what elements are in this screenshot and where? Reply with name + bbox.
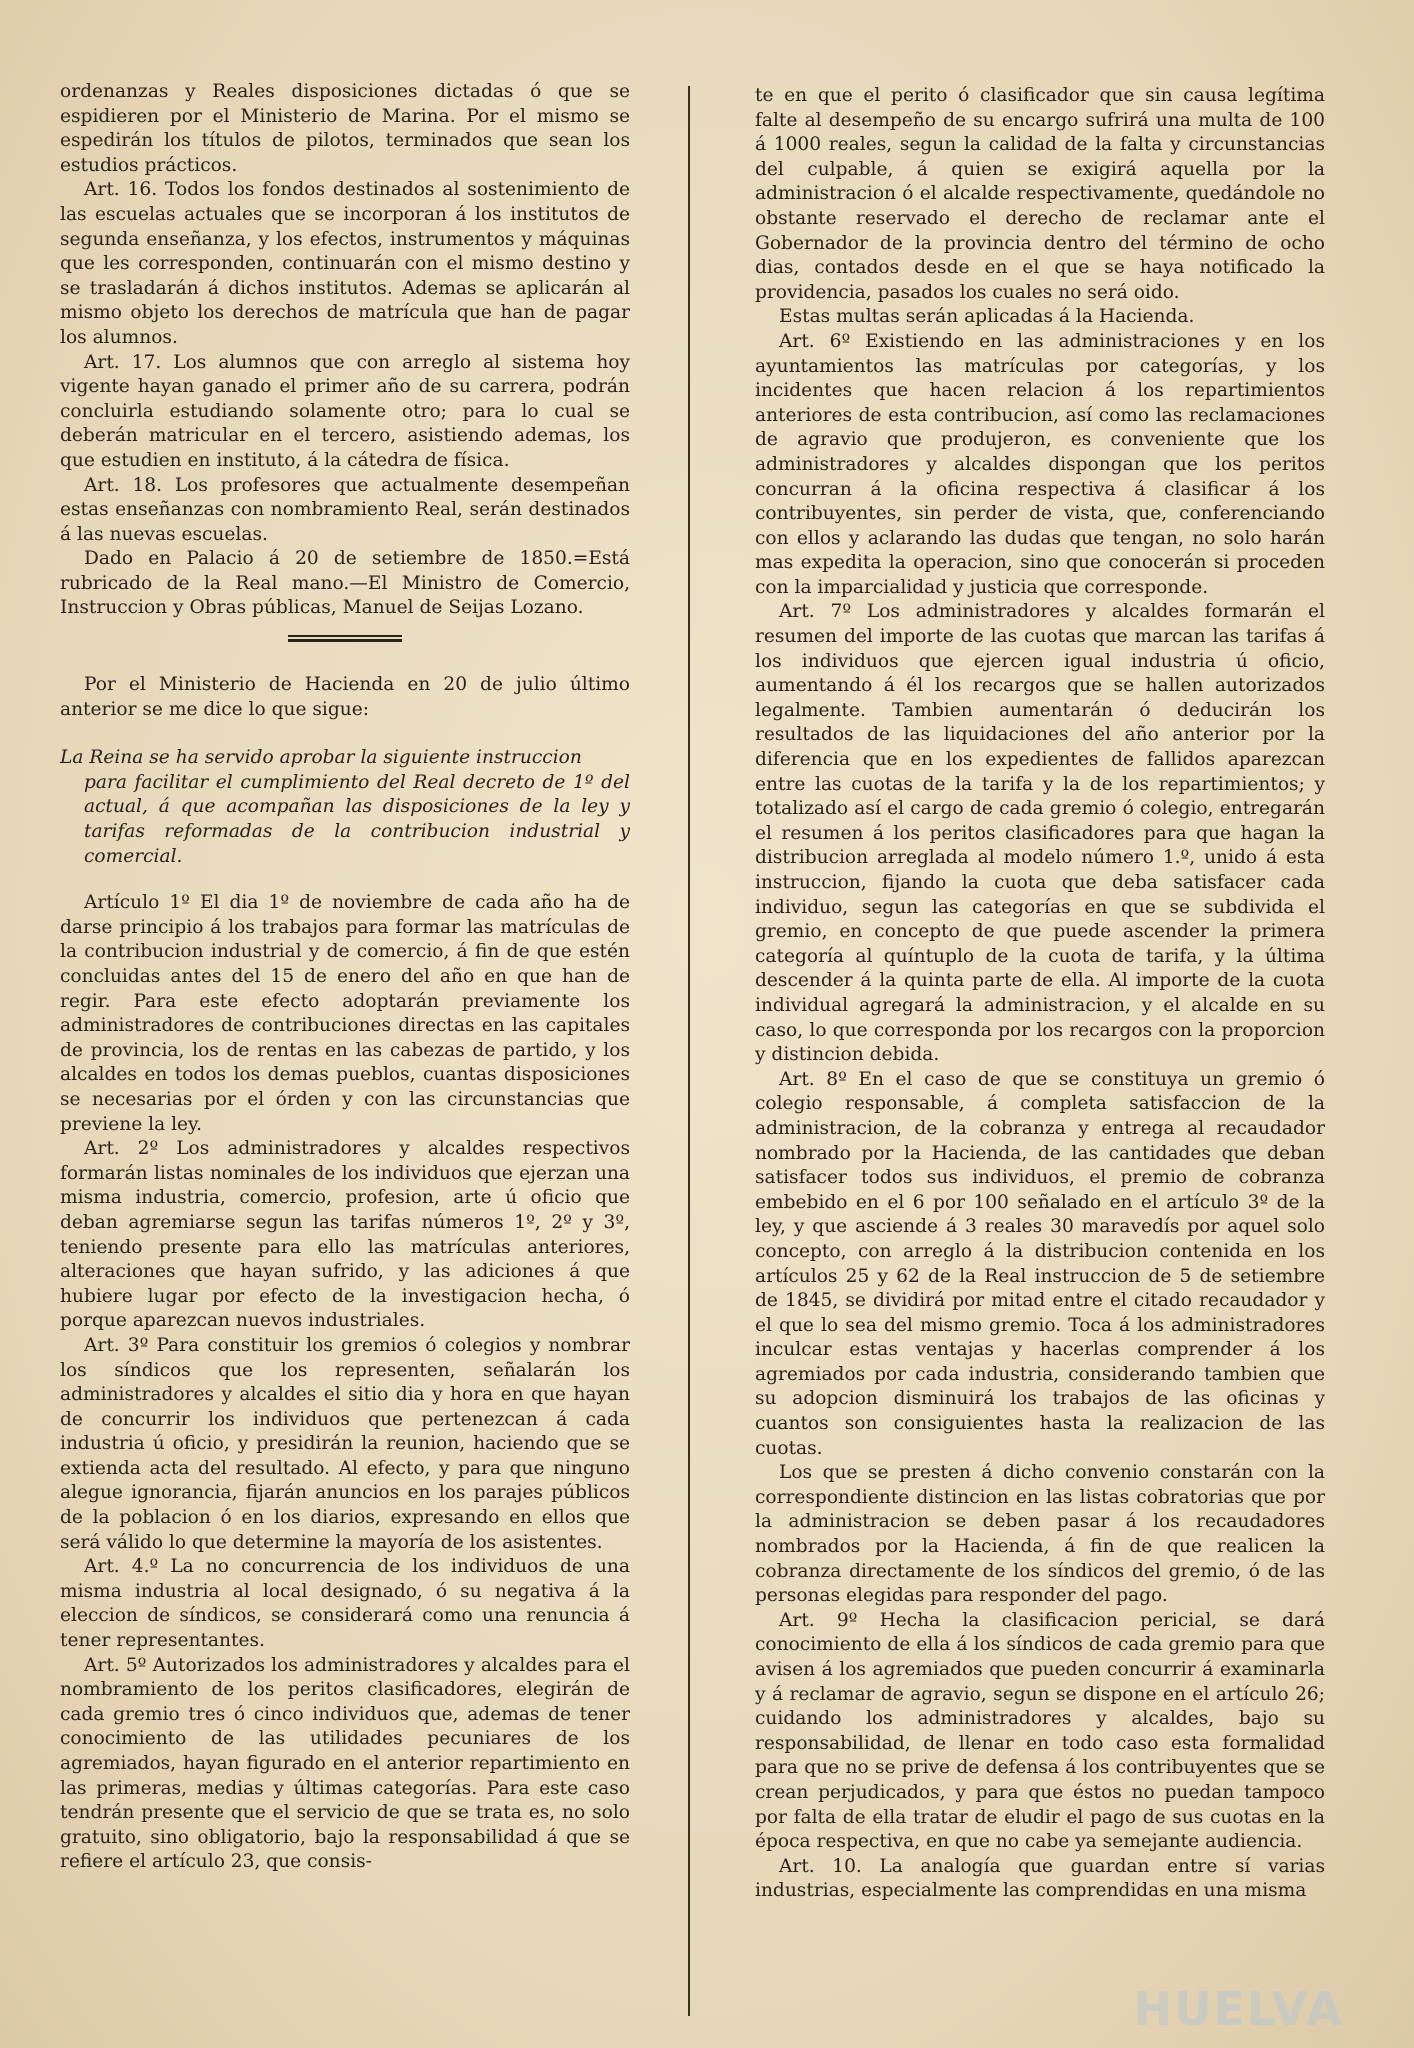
italic-continuation: para facilitar el cumplimiento del Real decreto de 1º del actual, á que acompañan las disposiciones de la ley y tarifas reformadas de la contribucion industrial y comercial.	[84, 771, 630, 867]
article-4: Art. 4.º La no concurrencia de los individuos de una misma industria al local designado, ó su negativa á la eleccion de síndicos, se considerará como una renuncia á tener representantes.	[60, 1556, 630, 1652]
paragraph: Estas multas serán aplicadas á la Hacienda.	[779, 306, 1195, 328]
article-10: Art. 10. La analogía que guardan entre sí varias industrias, especialmente las comprendidas en una misma	[755, 1855, 1325, 1902]
article-16: Art. 16. Todos los fondos destinados al sostenimiento de las escuelas actuales que se incorporan á los institutos de segunda enseñanza, y los efectos, instrumentos y máquinas que les corresponden, continuarán con el mismo destino y se trasladarán á dichos institutos. Ademas se aplicarán al mismo objeto los derechos de matrícula que han de pagar los alumnos.	[60, 179, 630, 348]
article-18: Art. 18. Los profesores que actualmente desempeñan estas enseñanzas con nombramiento Real, serán destinados á las nuevas escuelas.	[60, 474, 630, 545]
article-6: Art. 6º Existiendo en las administraciones y en los ayuntamientos las matrículas por categorías, y los incidentes que hacen relacion á los repartimientos anteriores de esta contribucion, así como las reclamaciones de agravio que produjeron, es conveniente que los administradores y alcaldes dispongan que los peritos concurran á la oficina respectiva á clasificar á los contribuyentes, sin perder de vista, que, conferenciando con ellos y aclarando las dudas que tengan, no solo harán mas expedita la operacion, sino que conocerán si proceden con la imparcialidad y justicia que corresponde.	[755, 330, 1325, 598]
right-column	[755, 84, 1325, 1904]
article-7: Art. 7º Los administradores y alcaldes formarán el resumen del importe de las cuotas que marcan las tarifas á los individuos que ejercen igual industria ú oficio, aumentando á él los recargos que se hallen autorizados legalmente. Tambien aumentarán ó deducirán los resultados de las liquidaciones del año anterior por la diferencia que en los expedientes de fallidos aparezcan entre las cuotas de la tarifa y la de los repartimientos; y totalizado así el cargo de cada gremio ó colegio, entregarán el resumen á los peritos clasificadores para que hagan la distribucion arreglada al modelo número 1.º, unido á esta instruccion, fijando la cuota que deba satisfacer cada individuo, segun las categorías en que se subdivida el gremio, en concepto de que puede ascender la primera categoría al quíntuplo de la cuota de tarifa, y la última descender á la quinta parte de ella. Al importe de la cuota individual agregará la administracion, y el alcalde en su caso, lo que corresponda por los recargos con la proporcion y distincion debida.	[755, 601, 1325, 1066]
column-divider	[688, 86, 690, 2016]
paragraph: ordenanzas y Reales disposiciones dictadas ó que se espidieren por el Ministerio de Marina. Por el mismo se espedirán los títulos de pilotos, terminados que sean los estudios prácticos.	[60, 81, 630, 176]
paragraph: te en que el perito ó clasificador que sin causa legítima falte al desempeño de su encargo sufrirá una multa de 100 á 1000 reales, segun la calidad de la falta y circunstancias del culpable, á quien se exigirá aquella por la administracion ó el alcalde respectivamente, quedándole no obstante reservado el derecho de reclamar ante el Gobernador de la provincia dentro del término de ocho dias, contados desde en el que se haya notificado la providencia, pasados los cuales no será oido.	[755, 85, 1325, 303]
article-3: Art. 3º Para constituir los gremios ó colegios y nombrar los síndicos que los representen, señalarán los administradores y alcaldes el sitio dia y hora en que hayan de concurrir los individuos que pertenezcan á cada industria ú oficio, y presidirán la reunion, haciendo que se extienda acta del resultado. Al efecto, y para que ninguno alegue ignorancia, fijarán anuncios en los parajes públicos de la poblacion ó en los diarios, expresando en ellos que será válido lo que determine la mayoría de los asistentes.	[60, 1334, 630, 1553]
left-column	[60, 80, 630, 1875]
section-separator	[288, 635, 402, 643]
italic-first-line: La Reina se ha servido aprobar la siguiente instruccion	[60, 747, 582, 769]
paragraph: Los que se presten á dicho convenio constarán con la correspondiente distincion en las listas cobratorias que por la administracion se deben pasar á los recaudadores nombrados por la Hacienda, á fin de que realicen la cobranza directamente de los síndicos del gremio, ó de las personas elegidas para responder del pago.	[755, 1462, 1325, 1607]
intro-paragraph: Por el Ministerio de Hacienda en 20 de julio último anterior se me dice lo que sigue:	[60, 674, 630, 720]
article-2: Art. 2º Los administradores y alcaldes respectivos formarán listas nominales de los individuos que ejerzan una misma industria, comercio, profesion, arte ú oficio que deban agremiarse segun las tarifas números 1º, 2º y 3º, teniendo presente para ello las matrículas anteriores, alteraciones que hayan sufrido, y las adiciones á que hubiere lugar por efecto de la investigacion hecha, ó porque aparezcan nuevos industriales.	[60, 1138, 630, 1332]
article-1: Artículo 1º El dia 1º de noviembre de cada año ha de darse principio á los trabajos para formar las matrículas de la contribucion industrial y de comercio, á fin de que estén concluidas antes del 15 de enero del año en que han de regir. Para este efecto adoptarán previamente los administradores de contribuciones directas en las capitales de provincia, los de rentas en las cabezas de partido, y los alcaldes en todos los demas pueblos, cuantas disposiciones se necesarias por el órden y con las circunstancias que previene la ley.	[60, 892, 630, 1135]
watermark: HUELVA	[1133, 1982, 1344, 2036]
article-5: Art. 5º Autorizados los administradores y alcaldes para el nombramiento de los peritos clasificadores, elegirán de cada gremio tres ó cinco individuos que, ademas de tener conocimiento de las utilidades pecuniares de los agremiados, hayan figurado en el anterior repartimiento en las primeras, medias y últimas categorías. Para este caso tendrán presente que el servicio de que se trata es, no solo gratuito, sino obligatorio, bajo la responsabilidad á que se refiere el artículo 23, que consis-	[60, 1654, 630, 1873]
article-17: Art. 17. Los alumnos que con arreglo al sistema hoy vigente hayan ganado el primer año de su carrera, podrán concluirla estudiando solamente otro; para lo cual se deberán matricular en el tercero, asistiendo ademas, los que estudien en instituto, á la cátedra de física.	[60, 351, 630, 471]
article-9: Art. 9º Hecha la clasificacion pericial, se dará conocimiento de ella á los síndicos de cada gremio para que avisen á los agremiados que pueden concurrir á examinarla y á reclamar de agravio, segun se dispone en el artículo 26; cuidando los administradores y alcaldes, bajo su responsabilidad, de llenar en todo caso esta formalidad para que no se prive de defensa á los contribuyentes que se crean perjudicados, y para que éstos no puedan tampoco por falta de ella tratar de eludir el pago de sus cuotas en la época respectiva, en que no cabe ya semejante audiencia.	[755, 1609, 1325, 1853]
royal-approval-italic	[60, 746, 630, 869]
signature-paragraph: Dado en Palacio á 20 de setiembre de 1850.=Está rubricado de la Real mano.—El Ministro de Comercio, Instruccion y Obras públicas, Manuel de Seijas Lozano.	[60, 548, 630, 619]
article-8: Art. 8º En el caso de que se constituya un gremio ó colegio responsable, á completa satisfaccion de la administracion, de la cobranza y entrega al recaudador nombrado por la Hacienda, de las cantidades que deban satisfacer todos sus individuos, el premio de cobranza embebido en el 6 por 100 señalado en el artículo 3º de la ley, y que asciende á 3 reales 30 maravedís por aquel solo concepto, con arreglo á la distribucion contenida en los artículos 25 y 62 de la Real instruccion de 5 de setiembre de 1845, se dividirá por mitad entre el citado recaudador y el que lo sea del mismo gremio. Toca á los administradores inculcar estas ventajas y hacerlas comprender á los agremiados por cada industria, considerando tambien que su adopcion disminuirá los trabajos de las oficinas y cuantos son consiguientes hasta la realizacion de las cuotas.	[755, 1068, 1325, 1459]
